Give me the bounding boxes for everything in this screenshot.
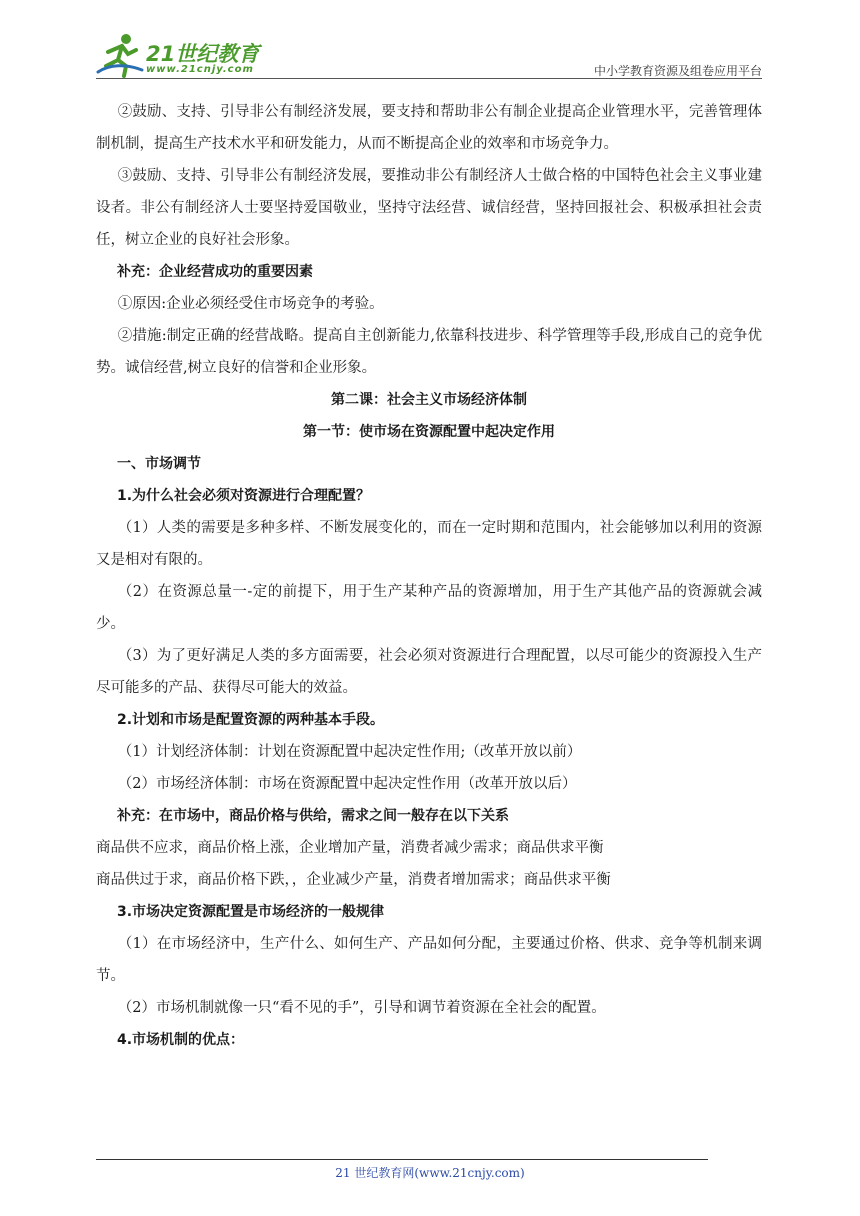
paragraph: 商品供不应求，商品价格上涨，企业增加产量，消费者减少需求；商品供求平衡 bbox=[96, 840, 604, 856]
document-body bbox=[96, 96, 762, 1056]
paragraph: ①原因:企业必须经受住市场竞争的考验。 bbox=[117, 296, 384, 312]
subheading: 2.计划和市场是配置资源的两种基本手段。 bbox=[117, 712, 385, 728]
paragraph: （1）在市场经济中，生产什么、如何生产、产品如何分配，主要通过价格、供求、竞争等机制来调节。 bbox=[96, 936, 762, 984]
subheading: 4.市场机制的优点： bbox=[117, 1032, 245, 1048]
page-footer: 21 世纪教育网(www.21cnjy.com) bbox=[335, 1166, 525, 1180]
paragraph: ③鼓励、支持、引导非公有制经济发展，要推动非公有制经济人士做合格的中国特色社会主义事业建设者。非公有制经济人士要坚持爱国敬业，坚持守法经营、诚信经营，坚持回报社会、积极承担社会责任，树立企业的良好社会形象。 bbox=[96, 168, 762, 248]
page-header bbox=[96, 28, 762, 80]
runner-logo-icon bbox=[96, 30, 144, 78]
logo-url: www.21cnjy.com bbox=[146, 64, 254, 75]
subheading: 3.市场决定资源配置是市场经济的一般规律 bbox=[117, 904, 385, 920]
subheading: 补充：企业经营成功的重要因素 bbox=[117, 264, 313, 280]
paragraph: ②鼓励、支持、引导非公有制经济发展，要支持和帮助非公有制企业提高企业管理水平，完善管理体制机制，提高生产技术水平和研发能力，从而不断提高企业的效率和市场竞争力。 bbox=[96, 104, 762, 152]
paragraph: （3）为了更好满足人类的多方面需要，社会必须对资源进行合理配置，以尽可能少的资源投入生产尽可能多的产品、获得尽可能大的效益。 bbox=[96, 648, 762, 696]
paragraph: ②措施:制定正确的经营战略。提高自主创新能力,依靠科技进步、科学管理等手段,形成自己的竞争优势。诚信经营,树立良好的信誉和企业形象。 bbox=[96, 328, 762, 376]
paragraph: （2）市场机制就像一只“看不见的手”，引导和调节着资源在全社会的配置。 bbox=[117, 1000, 606, 1016]
subheading: 1.为什么社会必须对资源进行合理配置？ bbox=[117, 488, 371, 504]
logo-text: 21世纪教育 bbox=[146, 42, 260, 66]
header-tagline: 中小学教育资源及组卷应用平台 bbox=[593, 64, 762, 78]
paragraph: （1）计划经济体制：计划在资源配置中起决定性作用;（改革开放以前） bbox=[117, 744, 582, 760]
paragraph: （2）在资源总量一-定的前提下，用于生产某种产品的资源增加，用于生产其他产品的资源就会减少。 bbox=[96, 584, 762, 632]
paragraph: （1）人类的需要是多种多样、不断发展变化的，而在一定时期和范围内，社会能够加以利用的资源又是相对有限的。 bbox=[96, 520, 762, 568]
section-heading: 第二课：社会主义市场经济体制 bbox=[331, 392, 527, 408]
section-heading: 第一节：使市场在资源配置中起决定作用 bbox=[303, 424, 555, 440]
subheading: 一、市场调节 bbox=[117, 456, 201, 472]
logo bbox=[96, 28, 266, 80]
subheading: 补充：在市场中，商品价格与供给，需求之间一般存在以下关系 bbox=[117, 808, 509, 824]
paragraph: （2）市场经济体制：市场在资源配置中起决定性作用（改革开放以后） bbox=[117, 776, 577, 792]
footer-divider bbox=[96, 1159, 708, 1160]
header-divider bbox=[96, 78, 762, 79]
paragraph: 商品供过于求，商品价格下跌，，企业减少产量，消费者增加需求；商品供求平衡 bbox=[96, 872, 611, 888]
